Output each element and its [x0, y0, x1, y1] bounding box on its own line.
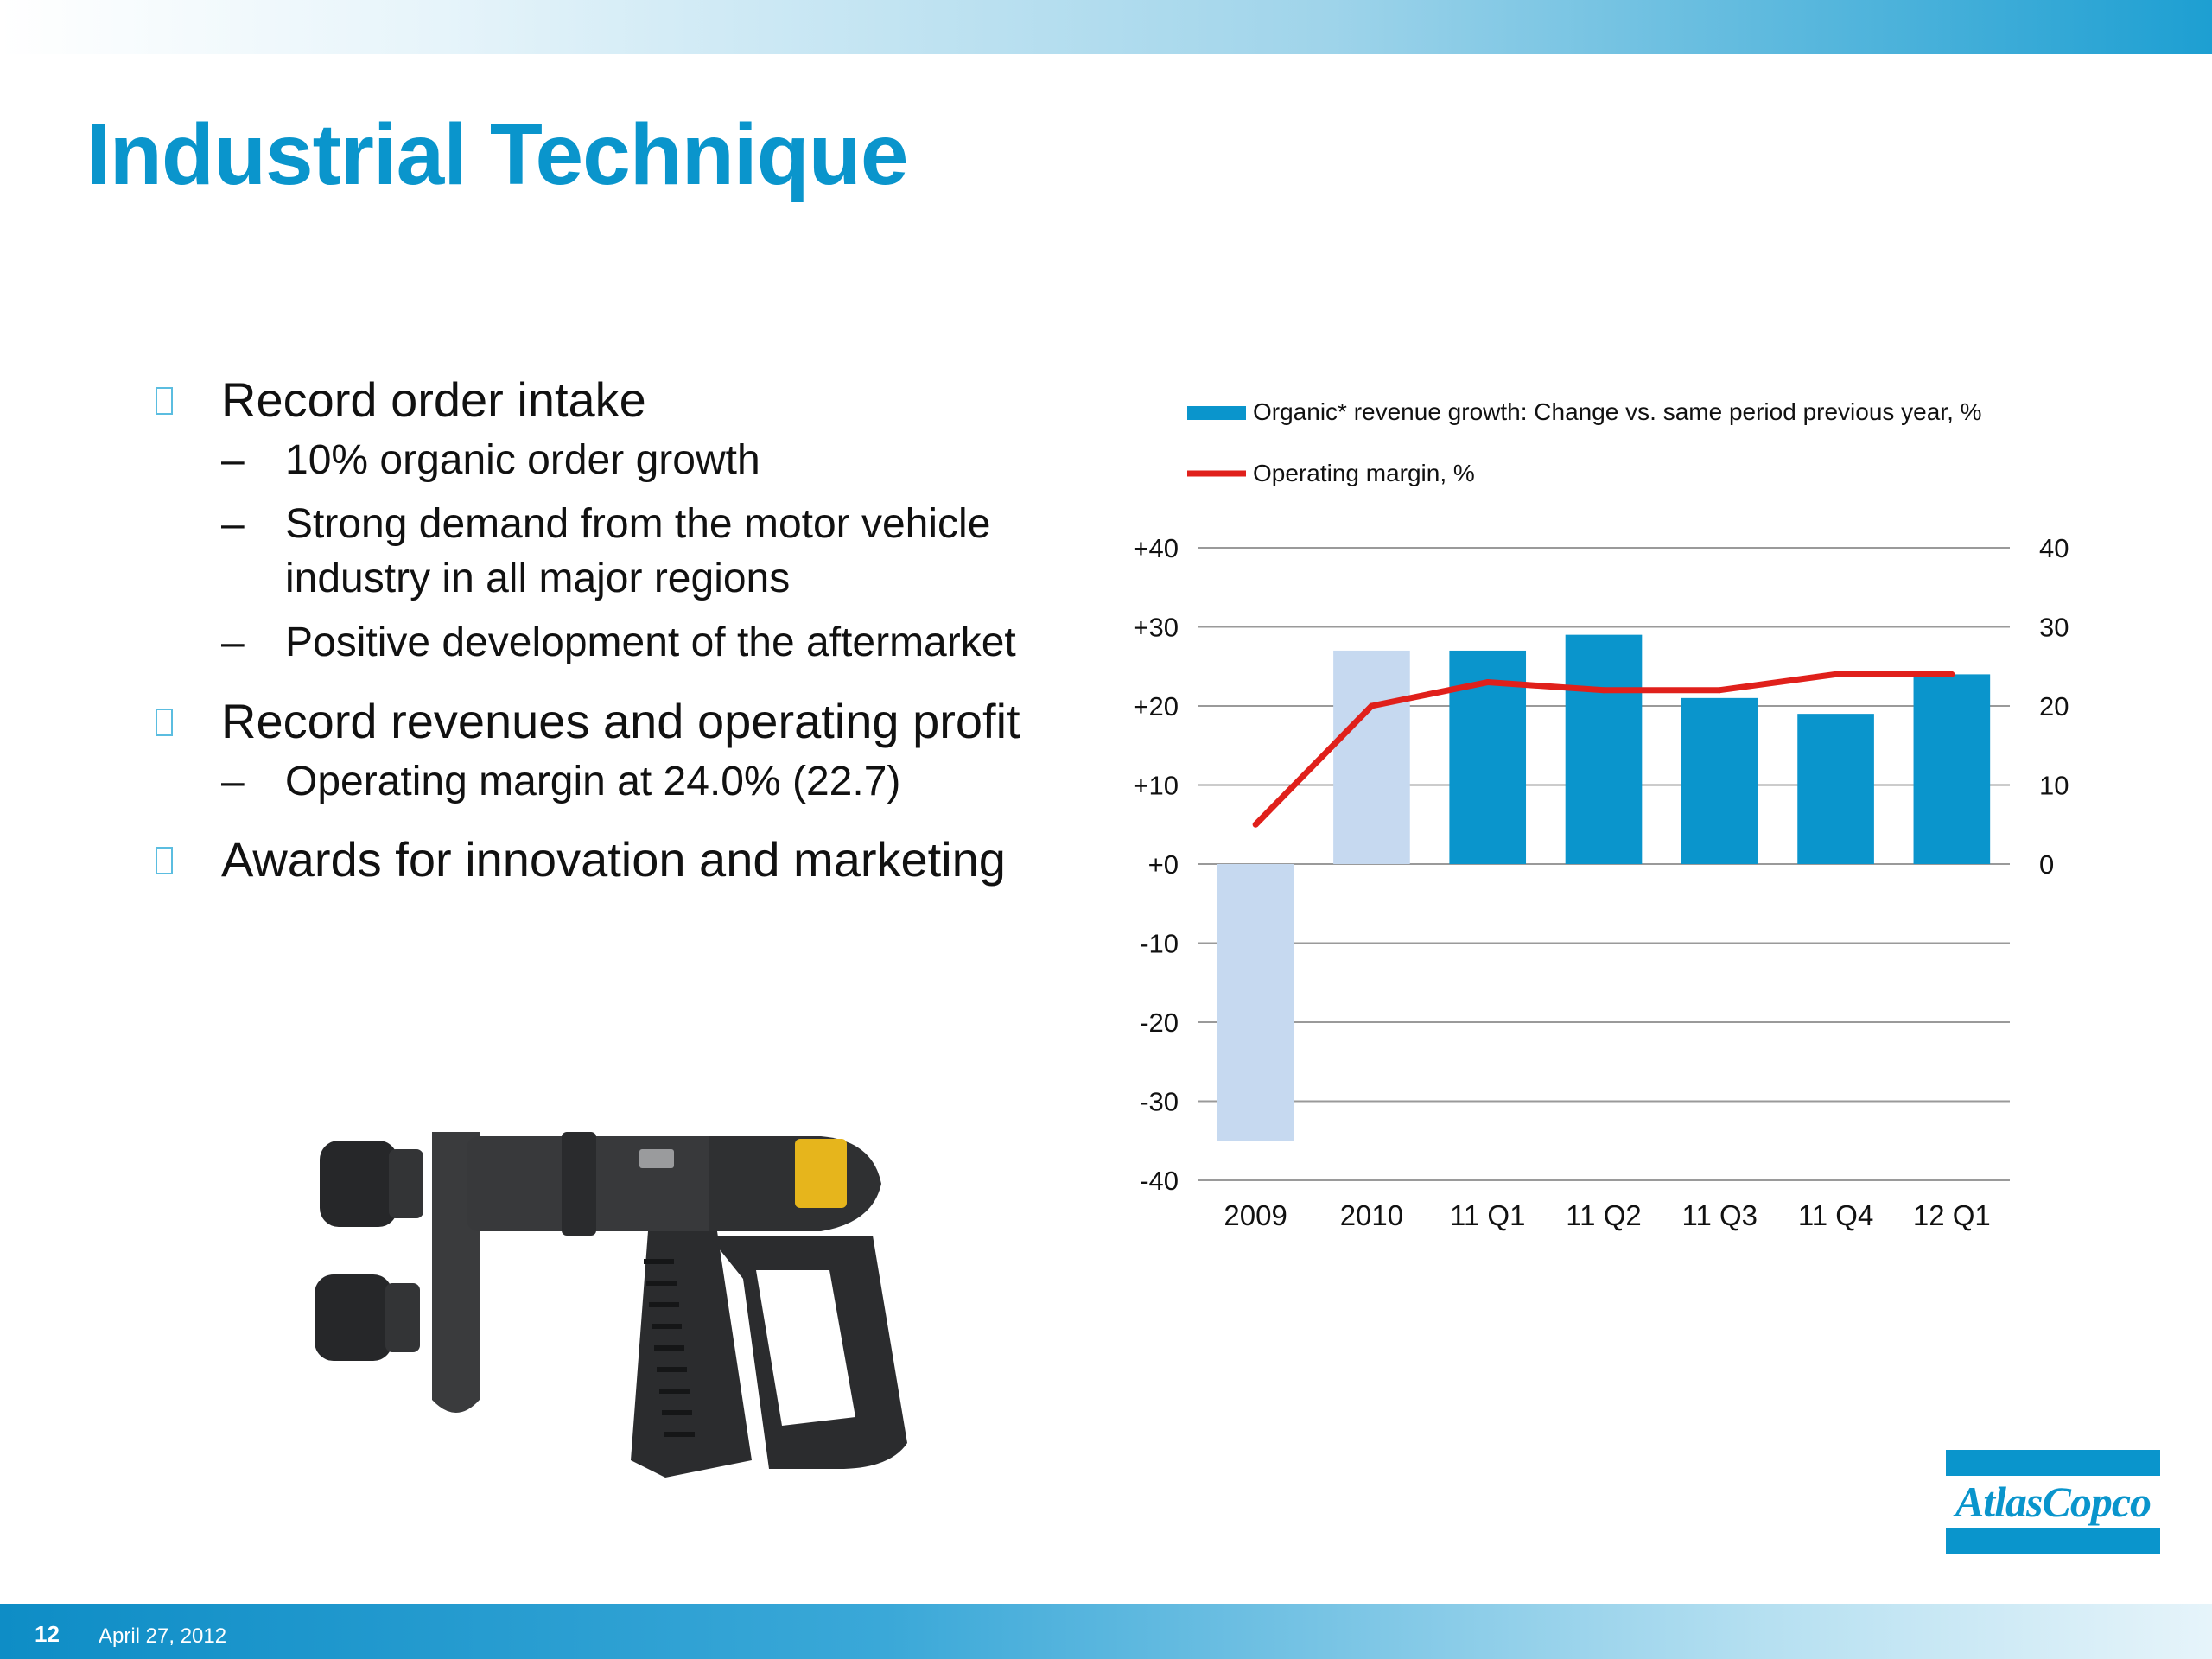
x-tick-label: 2009: [1224, 1199, 1287, 1231]
bullet-group: [147, 693, 1063, 809]
bullet-group: [147, 831, 1063, 888]
sub-bullet-text: 10% organic order growth: [285, 437, 760, 484]
sub-bullet-item: [147, 434, 1063, 487]
torque-wrench-tool-icon: [302, 1115, 925, 1486]
y-right-tick-label: 30: [2039, 612, 2069, 643]
bullet-marker-icon: [156, 847, 173, 874]
y-left-tick-label: +40: [1133, 533, 1179, 563]
page-number: 12: [35, 1621, 60, 1647]
y-left-tick-label: +10: [1133, 770, 1179, 801]
sub-bullet-text: Positive development of the aftermarket: [285, 620, 1016, 666]
sub-bullet-item: [147, 755, 1063, 809]
bullet-text: Awards for innovation and marketing: [221, 832, 1006, 887]
line-point: [1833, 671, 1839, 677]
bullet-list: [147, 372, 1063, 911]
top-band: [0, 0, 2212, 54]
legend-swatch-bar: [1187, 406, 1246, 420]
logo-bar-top: [1946, 1450, 2160, 1476]
x-tick-label: 11 Q2: [1566, 1199, 1642, 1231]
bullet-group: [147, 372, 1063, 671]
logo-text: AtlasCopco: [1955, 1478, 2152, 1526]
y-right-tick-label: 40: [2039, 533, 2069, 563]
bar: [1797, 714, 1874, 864]
x-tick-label: 11 Q4: [1797, 1199, 1874, 1231]
sub-bullet-item: [147, 616, 1063, 670]
bar: [1217, 864, 1294, 1141]
dash-icon: –: [221, 501, 245, 548]
bullet-item: [147, 693, 1063, 750]
bullet-item: [147, 372, 1063, 429]
logo-bar-bottom: [1946, 1528, 2160, 1554]
dash-icon: –: [221, 758, 245, 804]
dash-icon: –: [221, 620, 245, 666]
bullet-marker-icon: [156, 387, 173, 415]
dash-icon: –: [221, 437, 245, 484]
bullet-text: Record order intake: [221, 372, 646, 427]
line-point: [1369, 703, 1375, 709]
atlas-copco-logo: [1946, 1450, 2160, 1554]
bullet-item: [147, 831, 1063, 888]
sub-bullet-item: [147, 498, 1063, 606]
bar: [1914, 674, 1991, 864]
slide-title: Industrial Technique: [86, 106, 908, 203]
sub-bullet-text: Operating margin at 24.0% (22.7): [285, 758, 901, 804]
y-left-tick-label: -20: [1140, 1007, 1179, 1038]
bar: [1566, 635, 1643, 864]
legend-label: Operating margin, %: [1253, 460, 1475, 486]
line-point: [1484, 679, 1491, 685]
y-left-tick-label: -30: [1140, 1086, 1179, 1117]
line-point: [1253, 822, 1259, 828]
bar: [1333, 651, 1410, 864]
bullet-marker-icon: [156, 709, 173, 736]
y-right-tick-label: 0: [2039, 849, 2055, 880]
y-left-tick-label: +30: [1133, 612, 1179, 643]
y-right-tick-label: 10: [2039, 770, 2069, 801]
x-tick-label: 12 Q1: [1912, 1199, 1991, 1231]
bar: [1681, 698, 1758, 864]
x-tick-label: 11 Q1: [1449, 1199, 1526, 1231]
y-left-tick-label: +0: [1147, 849, 1179, 880]
footer-band: [0, 1604, 2212, 1659]
y-left-tick-label: -40: [1140, 1166, 1179, 1196]
sub-bullet-text: Strong demand from the motor vehicle industry in all major regions: [285, 501, 991, 601]
line-point: [1717, 687, 1723, 693]
x-tick-label: 11 Q3: [1681, 1199, 1758, 1231]
x-tick-label: 2010: [1339, 1199, 1404, 1231]
legend-label: Organic* revenue growth: Change vs. same period previous year, %: [1253, 398, 1982, 425]
revenue-growth-chart: [1106, 380, 2091, 1244]
bullet-text: Record revenues and operating profit: [221, 693, 1020, 748]
line-point: [1601, 687, 1607, 693]
footer-date: April 27, 2012: [99, 1624, 227, 1648]
y-left-tick-label: +20: [1133, 691, 1179, 721]
y-left-tick-label: -10: [1140, 928, 1179, 959]
line-point: [1948, 671, 1955, 677]
y-right-tick-label: 20: [2039, 691, 2069, 721]
